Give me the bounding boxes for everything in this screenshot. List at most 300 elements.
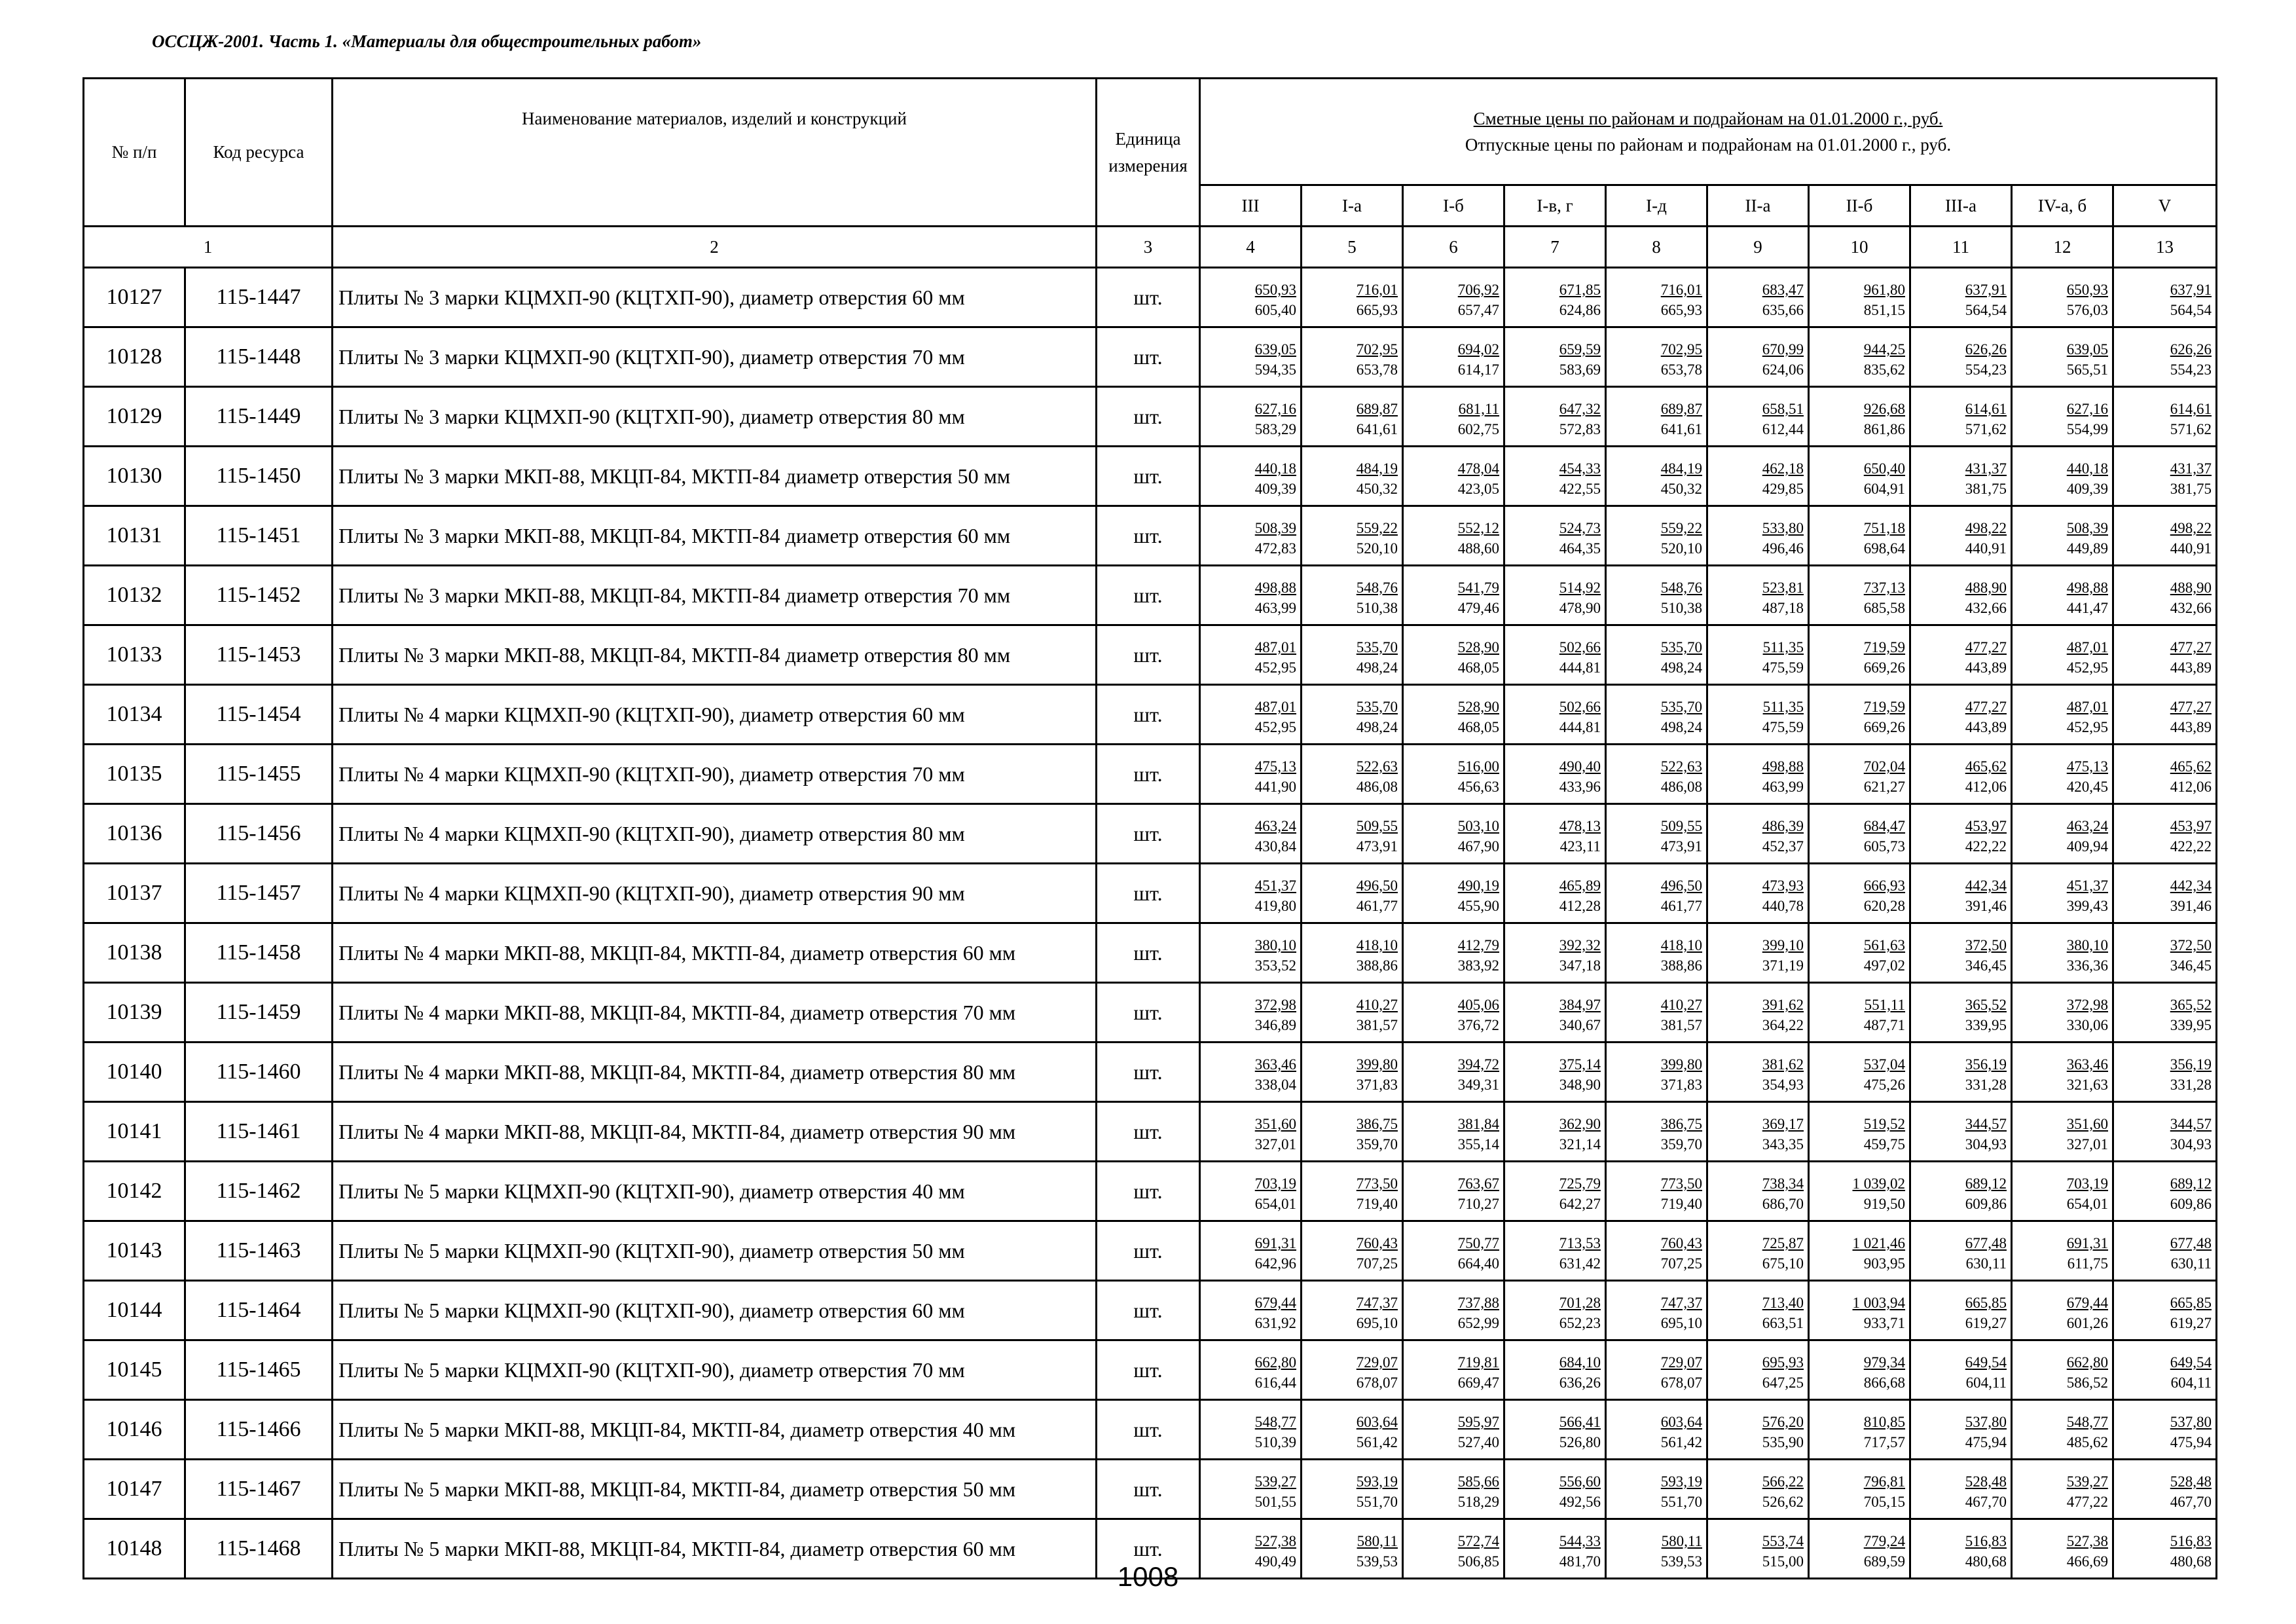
release-price: 561,42 <box>1660 1433 1702 1450</box>
price-cell <box>1809 566 1910 625</box>
table-row <box>84 1400 2217 1460</box>
price-cell <box>1302 447 1403 506</box>
price-cell <box>1200 983 1302 1043</box>
release-price: 468,05 <box>1457 718 1499 735</box>
estimated-price: 716,01 <box>1356 282 1398 298</box>
col-header-unit: Единица измерения <box>1097 79 1200 227</box>
estimated-price: 559,22 <box>1660 520 1702 536</box>
estimated-price: 665,85 <box>2170 1295 2212 1311</box>
resource-code: 115-1459 <box>185 983 333 1043</box>
release-price: 399,43 <box>2066 897 2108 914</box>
price-cell <box>1403 1043 1504 1102</box>
prices-estimated-title: Сметные цены по районам и подрайонам на 01.01.2000 г., руб. <box>1473 108 1943 128</box>
estimated-price: 593,19 <box>1660 1473 1702 1490</box>
release-price: 583,29 <box>1254 420 1296 437</box>
release-price: 669,26 <box>1863 718 1905 735</box>
estimated-price: 498,88 <box>2066 580 2108 596</box>
price-cell <box>2012 1340 2113 1400</box>
estimated-price: 979,34 <box>1863 1354 1905 1371</box>
estimated-price: 689,12 <box>2170 1175 2212 1192</box>
release-price: 496,46 <box>1762 540 1804 557</box>
price-cell <box>1606 1281 1707 1340</box>
release-price: 412,06 <box>1965 778 2007 795</box>
release-price: 654,01 <box>1254 1195 1296 1212</box>
estimated-price: 440,18 <box>2066 460 2108 477</box>
price-cell <box>1809 268 1910 327</box>
release-price: 642,27 <box>1559 1195 1601 1212</box>
price-cell <box>1809 1043 1910 1102</box>
estimated-price: 527,38 <box>1254 1533 1296 1549</box>
estimated-price: 381,84 <box>1457 1116 1499 1132</box>
estimated-price: 944,25 <box>1863 341 1905 358</box>
release-price: 383,92 <box>1457 957 1499 974</box>
release-price: 641,61 <box>1660 420 1702 437</box>
price-cell <box>1606 1162 1707 1221</box>
estimated-price: 649,54 <box>2170 1354 2212 1371</box>
price-cell <box>1809 447 1910 506</box>
release-price: 624,06 <box>1762 361 1804 378</box>
estimated-price: 544,33 <box>1559 1533 1601 1549</box>
region-header: I-в, г <box>1504 185 1606 227</box>
row-number: 10132 <box>84 566 185 625</box>
estimated-price: 548,76 <box>1660 580 1702 596</box>
unit-of-measure: шт. <box>1097 1162 1200 1221</box>
release-price: 490,49 <box>1254 1553 1296 1570</box>
unit-of-measure: шт. <box>1097 447 1200 506</box>
region-header: III <box>1200 185 1302 227</box>
price-cell <box>1606 1400 1707 1460</box>
row-number: 10133 <box>84 625 185 685</box>
estimated-price: 484,19 <box>1660 460 1702 477</box>
estimated-price: 548,76 <box>1356 580 1398 596</box>
price-cell <box>1809 506 1910 566</box>
release-price: 433,96 <box>1559 778 1601 795</box>
release-price: 554,23 <box>2170 361 2212 378</box>
release-price: 488,60 <box>1457 540 1499 557</box>
release-price: 304,93 <box>1965 1135 2007 1153</box>
price-cell <box>1910 447 2012 506</box>
price-cell <box>1403 1281 1504 1340</box>
release-price: 461,77 <box>1356 897 1398 914</box>
estimated-price: 502,66 <box>1559 699 1601 715</box>
release-price: 381,75 <box>2170 480 2212 497</box>
price-cell <box>2113 1400 2217 1460</box>
price-cell <box>1302 1400 1403 1460</box>
estimated-price: 509,55 <box>1356 818 1398 834</box>
release-price: 665,93 <box>1660 301 1702 318</box>
release-price: 689,59 <box>1863 1553 1905 1570</box>
release-price: 510,39 <box>1254 1433 1296 1450</box>
release-price: 866,68 <box>1863 1374 1905 1391</box>
release-price: 409,39 <box>2066 480 2108 497</box>
price-cell <box>1809 804 1910 864</box>
region-header: I-б <box>1403 185 1504 227</box>
price-cell <box>1200 1281 1302 1340</box>
release-price: 642,96 <box>1254 1255 1296 1272</box>
estimated-price: 626,26 <box>1965 341 2007 358</box>
table-row <box>84 1460 2217 1519</box>
release-price: 331,28 <box>1965 1076 2007 1093</box>
price-cell <box>1606 983 1707 1043</box>
price-cell <box>1403 566 1504 625</box>
material-name: Плиты № 4 марки МКП-88, МКЦП-84, МКТП-84, диаметр отверстия 60 мм <box>333 923 1097 983</box>
release-price: 391,46 <box>1965 897 2007 914</box>
price-cell <box>1809 923 1910 983</box>
release-price: 654,01 <box>2066 1195 2108 1212</box>
price-cell <box>2113 745 2217 804</box>
release-price: 480,68 <box>2170 1553 2212 1570</box>
estimated-price: 484,19 <box>1356 460 1398 477</box>
price-cell <box>1809 1162 1910 1221</box>
release-price: 359,70 <box>1660 1135 1702 1153</box>
price-cell <box>1809 864 1910 923</box>
release-price: 459,75 <box>1863 1135 1905 1153</box>
estimated-price: 677,48 <box>2170 1235 2212 1251</box>
estimated-price: 344,57 <box>2170 1116 2212 1132</box>
estimated-price: 702,95 <box>1660 341 1702 358</box>
column-number: 12 <box>2012 227 2113 268</box>
page-number: 1008 <box>1117 1561 1179 1592</box>
material-name: Плиты № 3 марки МКП-88, МКЦП-84, МКТП-84 диаметр отверстия 70 мм <box>333 566 1097 625</box>
region-header: IV-а, б <box>2012 185 2113 227</box>
estimated-price: 375,14 <box>1559 1056 1601 1073</box>
region-header: I-а <box>1302 185 1403 227</box>
release-price: 327,01 <box>2066 1135 2108 1153</box>
price-cell <box>1809 1340 1910 1400</box>
price-cell <box>1200 625 1302 685</box>
release-price: 707,25 <box>1356 1255 1398 1272</box>
price-cell <box>2012 923 2113 983</box>
price-cell <box>1809 983 1910 1043</box>
estimated-price: 559,22 <box>1356 520 1398 536</box>
estimated-price: 363,46 <box>1254 1056 1296 1073</box>
unit-of-measure: шт. <box>1097 387 1200 447</box>
release-price: 520,10 <box>1660 540 1702 557</box>
release-price: 594,35 <box>1254 361 1296 378</box>
price-cell <box>1200 1043 1302 1102</box>
estimated-price: 614,61 <box>2170 401 2212 417</box>
table-row <box>84 983 2217 1043</box>
release-price: 641,61 <box>1356 420 1398 437</box>
release-price: 456,63 <box>1457 778 1499 795</box>
release-price: 321,14 <box>1559 1135 1601 1153</box>
unit-of-measure: шт. <box>1097 1043 1200 1102</box>
row-number: 10140 <box>84 1043 185 1102</box>
estimated-price: 399,80 <box>1660 1056 1702 1073</box>
resource-code: 115-1468 <box>185 1519 333 1579</box>
resource-code: 115-1454 <box>185 685 333 745</box>
estimated-price: 689,12 <box>1965 1175 2007 1192</box>
estimated-price: 509,55 <box>1660 818 1702 834</box>
price-cell <box>1910 506 2012 566</box>
estimated-price: 465,62 <box>1965 758 2007 775</box>
price-cell <box>1504 1460 1606 1519</box>
release-price: 485,62 <box>2066 1433 2108 1450</box>
row-number: 10142 <box>84 1162 185 1221</box>
release-price: 331,28 <box>2170 1076 2212 1093</box>
release-price: 686,70 <box>1762 1195 1804 1212</box>
estimated-price: 488,90 <box>1965 580 2007 596</box>
estimated-price: 649,54 <box>1965 1354 2007 1371</box>
release-price: 604,91 <box>1863 480 1905 497</box>
table-row <box>84 1340 2217 1400</box>
material-name: Плиты № 3 марки МКП-88, МКЦП-84, МКТП-84 диаметр отверстия 60 мм <box>333 506 1097 566</box>
price-cell <box>1910 1102 2012 1162</box>
estimated-price: 463,24 <box>1254 818 1296 834</box>
release-price: 381,57 <box>1660 1016 1702 1033</box>
release-price: 321,63 <box>2066 1076 2108 1093</box>
release-price: 430,84 <box>1254 838 1296 855</box>
price-cell <box>1302 327 1403 387</box>
release-price: 455,90 <box>1457 897 1499 914</box>
estimated-price: 593,19 <box>1356 1473 1398 1490</box>
estimated-price: 431,37 <box>1965 460 2007 477</box>
price-cell <box>1403 685 1504 745</box>
row-number: 10148 <box>84 1519 185 1579</box>
price-cell <box>1707 268 1809 327</box>
release-price: 498,24 <box>1660 718 1702 735</box>
release-price: 520,10 <box>1356 540 1398 557</box>
price-cell <box>1606 685 1707 745</box>
price-cell <box>1403 1221 1504 1281</box>
release-price: 359,70 <box>1356 1135 1398 1153</box>
resource-code: 115-1458 <box>185 923 333 983</box>
price-cell <box>1302 864 1403 923</box>
estimated-price: 603,64 <box>1660 1414 1702 1430</box>
release-price: 443,89 <box>2170 718 2212 735</box>
unit-of-measure: шт. <box>1097 1460 1200 1519</box>
release-price: 327,01 <box>1254 1135 1296 1153</box>
release-price: 861,86 <box>1863 420 1905 437</box>
unit-of-measure: шт. <box>1097 745 1200 804</box>
estimated-price: 535,70 <box>1356 699 1398 715</box>
estimated-price: 679,44 <box>2066 1295 2108 1311</box>
release-price: 497,02 <box>1863 957 1905 974</box>
price-cell <box>1302 1281 1403 1340</box>
estimated-price: 490,19 <box>1457 877 1499 894</box>
estimated-price: 773,50 <box>1356 1175 1398 1192</box>
release-price: 695,10 <box>1356 1314 1398 1331</box>
release-price: 371,83 <box>1660 1076 1702 1093</box>
estimated-price: 677,48 <box>1965 1235 2007 1251</box>
column-number: 4 <box>1200 227 1302 268</box>
estimated-price: 539,27 <box>1254 1473 1296 1490</box>
price-cell <box>2113 1221 2217 1281</box>
price-cell <box>1504 625 1606 685</box>
unit-of-measure: шт. <box>1097 268 1200 327</box>
estimated-price: 548,77 <box>2066 1414 2108 1430</box>
release-price: 409,94 <box>2066 838 2108 855</box>
price-cell <box>1302 506 1403 566</box>
unit-of-measure: шт. <box>1097 1340 1200 1400</box>
resource-code: 115-1452 <box>185 566 333 625</box>
estimated-price: 1 021,46 <box>1852 1235 1905 1251</box>
estimated-price: 773,50 <box>1660 1175 1702 1192</box>
release-price: 664,40 <box>1457 1255 1499 1272</box>
release-price: 441,90 <box>1254 778 1296 795</box>
price-cell <box>1200 566 1302 625</box>
price-cell <box>1302 745 1403 804</box>
price-cell <box>1504 1221 1606 1281</box>
estimated-price: 566,41 <box>1559 1414 1601 1430</box>
table-row <box>84 1162 2217 1221</box>
price-cell <box>1606 1460 1707 1519</box>
estimated-price: 351,60 <box>2066 1116 2108 1132</box>
price-cell <box>2012 983 2113 1043</box>
column-number: 2 <box>333 227 1097 268</box>
price-cell <box>2012 804 2113 864</box>
release-price: 652,99 <box>1457 1314 1499 1331</box>
resource-code: 115-1463 <box>185 1221 333 1281</box>
release-price: 620,28 <box>1863 897 1905 914</box>
release-price: 473,91 <box>1660 838 1702 855</box>
price-cell <box>1606 506 1707 566</box>
estimated-price: 477,27 <box>1965 699 2007 715</box>
release-price: 381,57 <box>1356 1016 1398 1033</box>
estimated-price: 553,74 <box>1762 1533 1804 1549</box>
release-price: 903,95 <box>1863 1255 1905 1272</box>
estimated-price: 442,34 <box>1965 877 2007 894</box>
price-cell <box>1707 685 1809 745</box>
estimated-price: 580,11 <box>1357 1533 1398 1549</box>
estimated-price: 537,04 <box>1863 1056 1905 1073</box>
price-cell <box>1809 625 1910 685</box>
material-name: Плиты № 3 марки МКП-88, МКЦП-84, МКТП-84 диаметр отверстия 50 мм <box>333 447 1097 506</box>
estimated-price: 418,10 <box>1660 937 1702 953</box>
release-price: 710,27 <box>1457 1195 1499 1212</box>
release-price: 717,57 <box>1863 1433 1905 1450</box>
estimated-price: 453,97 <box>1965 818 2007 834</box>
price-cell <box>1707 625 1809 685</box>
estimated-price: 566,22 <box>1762 1473 1804 1490</box>
table-row <box>84 327 2217 387</box>
price-cell <box>1302 685 1403 745</box>
material-name: Плиты № 3 марки КЦМХП-90 (КЦТХП-90), диаметр отверстия 70 мм <box>333 327 1097 387</box>
release-price: 473,91 <box>1356 838 1398 855</box>
estimated-price: 508,39 <box>2066 520 2108 536</box>
price-cell <box>1504 268 1606 327</box>
column-number: 5 <box>1302 227 1403 268</box>
row-number: 10147 <box>84 1460 185 1519</box>
region-header: II-б <box>1809 185 1910 227</box>
estimated-price: 511,35 <box>1762 639 1804 655</box>
release-price: 452,37 <box>1762 838 1804 855</box>
release-price: 611,75 <box>2067 1255 2108 1272</box>
estimated-price: 585,66 <box>1457 1473 1499 1490</box>
estimated-price: 662,80 <box>1254 1354 1296 1371</box>
estimated-price: 535,70 <box>1660 699 1702 715</box>
estimated-price: 380,10 <box>1254 937 1296 953</box>
release-price: 487,18 <box>1762 599 1804 616</box>
price-cell <box>1707 1281 1809 1340</box>
unit-of-measure: шт. <box>1097 506 1200 566</box>
release-price: 464,35 <box>1559 540 1601 557</box>
estimated-price: 363,46 <box>2066 1056 2108 1073</box>
estimated-price: 496,50 <box>1660 877 1702 894</box>
resource-code: 115-1465 <box>185 1340 333 1400</box>
table-row <box>84 387 2217 447</box>
price-cell <box>2012 506 2113 566</box>
price-cell <box>2012 327 2113 387</box>
price-cell <box>1910 1221 2012 1281</box>
price-cell <box>2012 1221 2113 1281</box>
release-price: 346,45 <box>1965 957 2007 974</box>
release-price: 698,64 <box>1863 540 1905 557</box>
price-cell <box>2012 1281 2113 1340</box>
release-price: 719,40 <box>1660 1195 1702 1212</box>
price-cell <box>1200 804 1302 864</box>
release-price: 409,39 <box>1254 480 1296 497</box>
price-cell <box>1707 566 1809 625</box>
region-header: III-а <box>1910 185 2012 227</box>
table-row <box>84 745 2217 804</box>
release-price: 347,18 <box>1559 957 1601 974</box>
price-cell <box>1302 804 1403 864</box>
estimated-price: 779,24 <box>1863 1533 1905 1549</box>
estimated-price: 561,63 <box>1863 937 1905 953</box>
row-number: 10146 <box>84 1400 185 1460</box>
price-cell <box>1707 923 1809 983</box>
price-cell <box>1504 923 1606 983</box>
release-price: 571,62 <box>1965 420 2007 437</box>
release-price: 364,22 <box>1762 1016 1804 1033</box>
release-price: 506,85 <box>1457 1553 1499 1570</box>
price-cell <box>1504 1281 1606 1340</box>
release-price: 653,78 <box>1660 361 1702 378</box>
estimated-price: 701,28 <box>1559 1295 1601 1311</box>
table-row <box>84 625 2217 685</box>
price-cell <box>1504 447 1606 506</box>
estimated-price: 679,44 <box>1254 1295 1296 1311</box>
column-number: 3 <box>1097 227 1200 268</box>
price-cell <box>1606 447 1707 506</box>
price-cell <box>1504 1043 1606 1102</box>
release-price: 631,42 <box>1559 1255 1601 1272</box>
estimated-price: 539,27 <box>2066 1473 2108 1490</box>
price-cell <box>1707 1102 1809 1162</box>
estimated-price: 498,22 <box>1965 520 2007 536</box>
estimated-price: 386,75 <box>1356 1116 1398 1132</box>
estimated-price: 528,48 <box>1965 1473 2007 1490</box>
price-cell <box>1403 447 1504 506</box>
estimated-price: 344,57 <box>1965 1116 2007 1132</box>
column-number: 7 <box>1504 227 1606 268</box>
estimated-price: 763,67 <box>1457 1175 1499 1192</box>
estimated-price: 760,43 <box>1660 1235 1702 1251</box>
release-price: 412,28 <box>1559 897 1601 914</box>
release-price: 665,93 <box>1356 301 1398 318</box>
material-name: Плиты № 4 марки МКП-88, МКЦП-84, МКТП-84, диаметр отверстия 70 мм <box>333 983 1097 1043</box>
release-price: 467,70 <box>1965 1493 2007 1510</box>
price-cell <box>1606 745 1707 804</box>
estimated-price: 528,90 <box>1457 699 1499 715</box>
price-cell <box>2113 923 2217 983</box>
estimated-price: 751,18 <box>1863 520 1905 536</box>
price-cell <box>1504 685 1606 745</box>
estimated-price: 665,85 <box>1965 1295 2007 1311</box>
price-cell <box>2113 1281 2217 1340</box>
estimated-price: 961,80 <box>1863 282 1905 298</box>
release-price: 376,72 <box>1457 1016 1499 1033</box>
price-cell <box>1707 1340 1809 1400</box>
row-number: 10144 <box>84 1281 185 1340</box>
release-price: 452,95 <box>2066 659 2108 676</box>
release-price: 707,25 <box>1660 1255 1702 1272</box>
release-price: 422,55 <box>1559 480 1601 497</box>
release-price: 669,26 <box>1863 659 1905 676</box>
price-cell <box>1910 327 2012 387</box>
price-cell <box>1504 387 1606 447</box>
